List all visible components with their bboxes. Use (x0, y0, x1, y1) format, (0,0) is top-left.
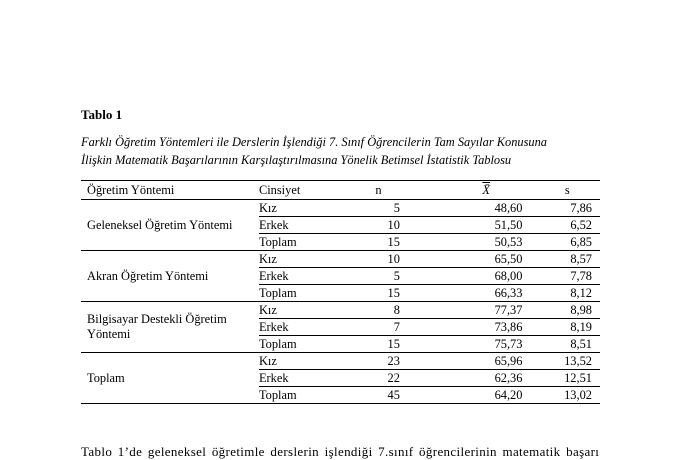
mean-cell: 62,36 (400, 370, 523, 387)
mean-cell: 48,60 (400, 200, 523, 217)
n-cell: 10 (327, 251, 400, 268)
caption-line-1: Farklı Öğretim Yöntemleri ile Derslerin İşlendiği 7. Sınıf Öğrencilerin Tam Sayılar Konusuna (81, 135, 548, 149)
body-paragraph: Tablo 1’de geleneksel öğretimle derslerin işlendiği 7.sınıf öğrencilerinin matematik başarı (81, 444, 600, 459)
n-cell: 8 (327, 302, 400, 319)
table-row (81, 353, 600, 370)
method-geleneksel: Geleneksel Öğretim Yöntemi (81, 200, 259, 251)
table-header-row (81, 181, 600, 200)
gender-cell: Erkek (259, 370, 327, 387)
caption-line-2: İlişkin Matematik Başarılarının Karşılaştırılmasına Yönelik Betimsel İstatistik Tablosu (81, 153, 512, 167)
method-bilgisayar-line-2: Yöntemi (87, 327, 131, 341)
sd-cell: 8,51 (522, 336, 600, 353)
sd-cell: 6,52 (522, 217, 600, 234)
method-akran: Akran Öğretim Yöntemi (81, 251, 259, 302)
sd-cell: 7,86 (522, 200, 600, 217)
mean-cell: 50,53 (400, 234, 523, 251)
n-cell: 10 (327, 217, 400, 234)
table-number-label: Tablo 1 (81, 107, 123, 122)
table-caption (81, 133, 611, 169)
statistics-table (81, 180, 600, 404)
mean-cell: 51,50 (400, 217, 523, 234)
sd-cell: 8,12 (522, 285, 600, 302)
mean-cell: 73,86 (400, 319, 523, 336)
mean-cell: 68,00 (400, 268, 523, 285)
header-gender: Cinsiyet (258, 183, 301, 197)
mean-cell: 77,37 (400, 302, 523, 319)
sd-cell: 7,78 (522, 268, 600, 285)
gender-cell: Erkek (259, 268, 327, 285)
mean-cell: 65,96 (400, 353, 523, 370)
sd-cell: 6,85 (522, 234, 600, 251)
table-row (81, 200, 600, 217)
gender-cell: Toplam (259, 285, 327, 302)
mean-symbol: X̄ (482, 183, 490, 197)
mean-cell: 65,50 (400, 251, 523, 268)
gender-cell: Toplam (259, 336, 327, 353)
n-cell: 5 (327, 200, 400, 217)
header-sd: s (564, 183, 570, 197)
sd-cell: 8,19 (522, 319, 600, 336)
n-cell: 45 (327, 387, 400, 404)
table-row (81, 302, 600, 319)
n-cell: 7 (327, 319, 400, 336)
sd-cell: 12,51 (522, 370, 600, 387)
method-toplam: Toplam (81, 353, 259, 404)
sd-cell: 13,52 (522, 353, 600, 370)
gender-cell: Erkek (259, 217, 327, 234)
n-cell: 15 (327, 285, 400, 302)
n-cell: 5 (327, 268, 400, 285)
method-bilgisayar (81, 302, 259, 353)
gender-cell: Toplam (259, 234, 327, 251)
gender-cell: Kız (259, 302, 327, 319)
gender-cell: Kız (259, 251, 327, 268)
gender-cell: Erkek (259, 319, 327, 336)
n-cell: 15 (327, 336, 400, 353)
n-cell: 22 (327, 370, 400, 387)
header-mean (400, 181, 523, 200)
mean-cell: 64,20 (400, 387, 523, 404)
n-cell: 15 (327, 234, 400, 251)
sd-cell: 8,98 (522, 302, 600, 319)
mean-cell: 66,33 (400, 285, 523, 302)
gender-cell: Kız (259, 353, 327, 370)
mean-cell: 75,73 (400, 336, 523, 353)
method-bilgisayar-line-1: Bilgisayar Destekli Öğretim (87, 312, 227, 326)
sd-cell: 13,02 (522, 387, 600, 404)
gender-cell: Kız (259, 200, 327, 217)
table-row (81, 251, 600, 268)
header-method: Öğretim Yöntemi (87, 183, 175, 197)
gender-cell: Toplam (259, 387, 327, 404)
n-cell: 23 (327, 353, 400, 370)
header-n: n (375, 183, 382, 197)
sd-cell: 8,57 (522, 251, 600, 268)
